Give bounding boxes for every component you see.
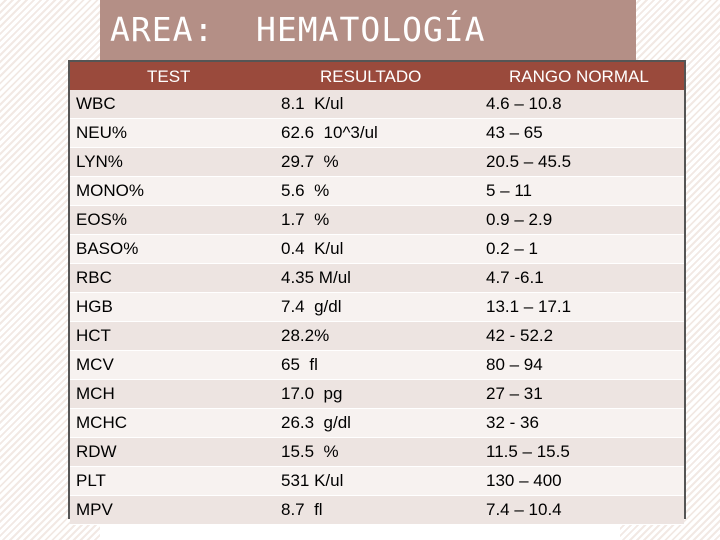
range-cell: 5 – 11	[486, 181, 533, 200]
result-cell: 28.2%	[281, 326, 330, 345]
title-area-label: AREA:	[110, 10, 215, 49]
range-cell: 13.1 – 17.1	[486, 297, 572, 316]
result-cell: 4.35 M/ul	[281, 268, 351, 287]
table-header	[70, 62, 684, 90]
test-cell: MCV	[76, 355, 114, 374]
test-cell: MCHC	[76, 413, 127, 432]
table-row	[70, 119, 684, 148]
test-cell: RBC	[76, 268, 112, 287]
test-cell: MONO%	[76, 181, 144, 200]
range-cell: 11.5 – 15.5	[486, 442, 570, 461]
table-row	[70, 380, 684, 409]
table-row	[70, 467, 684, 496]
test-cell: HCT	[76, 326, 111, 345]
test-cell: NEU%	[76, 123, 128, 142]
test-cell: HGB	[76, 297, 113, 316]
header-test: TEST	[147, 67, 191, 86]
range-cell: 130 – 400	[486, 471, 562, 490]
test-cell: PLT	[76, 471, 106, 490]
range-cell: 42 - 52.2	[486, 326, 554, 345]
result-cell: 8.1 K/ul	[281, 94, 344, 113]
test-cell: RDW	[76, 442, 117, 461]
table-row	[70, 409, 684, 438]
range-cell: 32 - 36	[486, 413, 539, 432]
table-row	[70, 496, 684, 525]
result-cell: 5.6 %	[281, 181, 330, 200]
table-row	[70, 235, 684, 264]
test-cell: WBC	[76, 94, 116, 113]
header-rango-normal: RANGO NORMAL	[509, 67, 649, 86]
range-cell: 7.4 – 10.4	[486, 500, 562, 519]
result-cell: 7.4 g/dl	[281, 297, 342, 316]
result-cell: 65 fl	[281, 355, 318, 374]
range-cell: 43 – 65	[486, 123, 543, 142]
header-resultado: RESULTADO	[320, 67, 422, 86]
range-cell: 0.9 – 2.9	[486, 210, 553, 229]
result-cell: 1.7 %	[281, 210, 330, 229]
table-row	[70, 293, 684, 322]
result-cell: 531 K/ul	[281, 471, 344, 490]
page-title: HEMATOLOGÍA	[256, 10, 486, 49]
table-row	[70, 148, 684, 177]
result-cell: 8.7 fl	[281, 500, 323, 519]
result-cell: 29.7 %	[281, 152, 339, 171]
range-cell: 0.2 – 1	[486, 239, 538, 258]
test-cell: LYN%	[76, 152, 123, 171]
result-cell: 17.0 pg	[281, 384, 343, 403]
table-row	[70, 351, 684, 380]
test-cell: MCH	[76, 384, 115, 403]
result-cell: 0.4 K/ul	[281, 239, 344, 258]
result-cell: 62.6 10^3/ul	[281, 123, 378, 142]
result-cell: 15.5 %	[281, 442, 339, 461]
results-table	[68, 60, 686, 519]
table-row	[70, 438, 684, 467]
result-cell: 26.3 g/dl	[281, 413, 351, 432]
range-cell: 80 – 94	[486, 355, 543, 374]
range-cell: 20.5 – 45.5	[486, 152, 572, 171]
test-cell: BASO%	[76, 239, 139, 258]
table-row	[70, 206, 684, 235]
range-cell: 4.7 -6.1	[486, 268, 544, 287]
range-cell: 4.6 – 10.8	[486, 94, 562, 113]
range-cell: 27 – 31	[486, 384, 543, 403]
table-row	[70, 177, 684, 206]
table-row	[70, 90, 684, 119]
test-cell: MPV	[76, 500, 113, 519]
table-row	[70, 322, 684, 351]
table-row	[70, 264, 684, 293]
test-cell: EOS%	[76, 210, 128, 229]
